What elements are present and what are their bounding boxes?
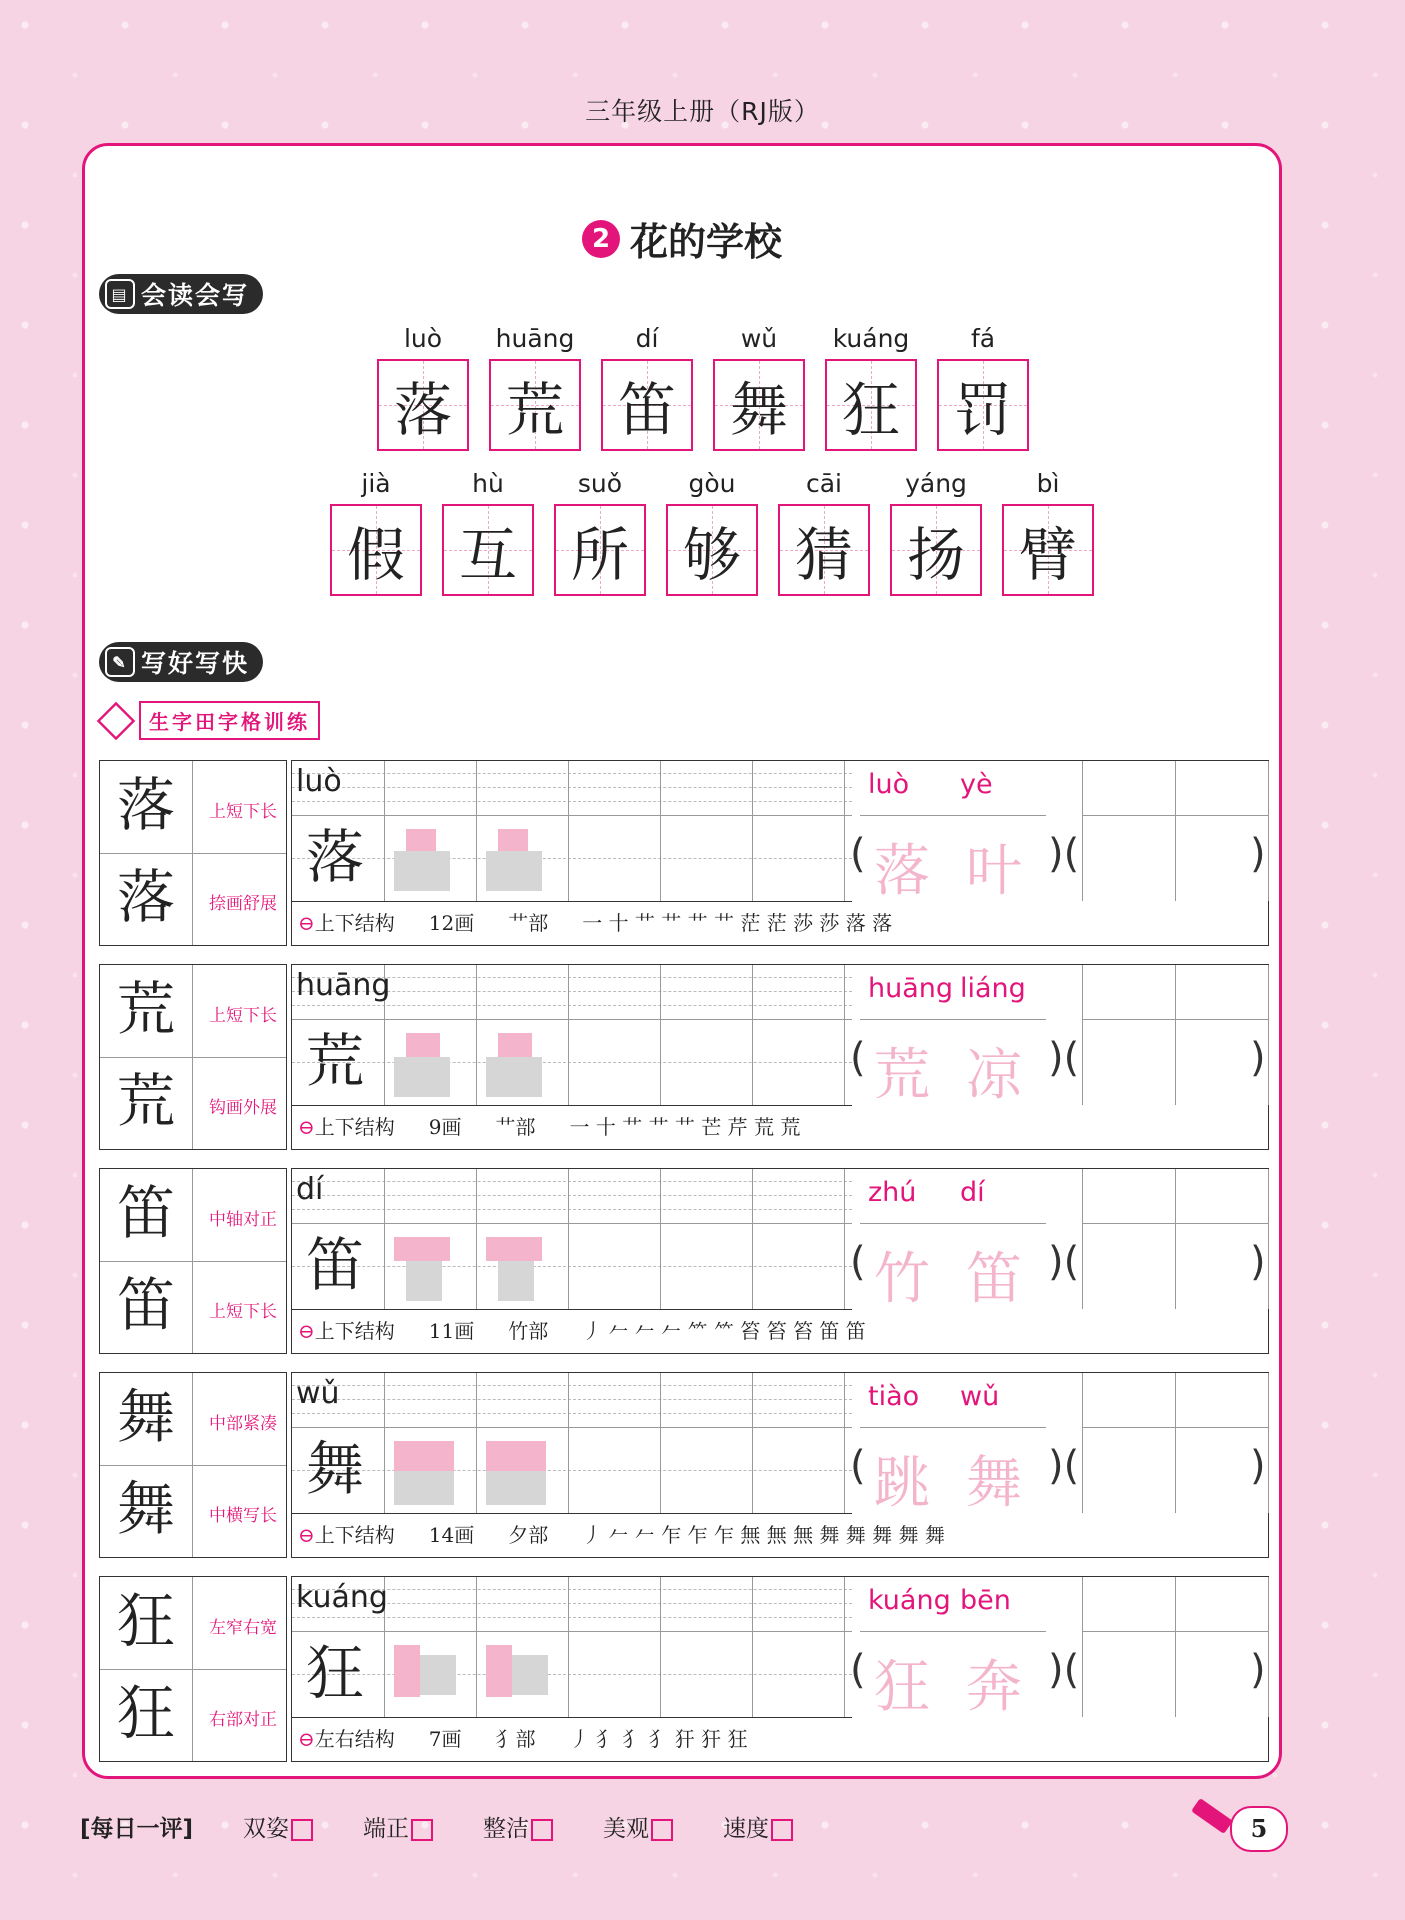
tip-char: 落 [116,771,175,839]
char-meta: ⊖左右结构 7画 犭部 丿 犭 犭 犭 犴 犴 狂 [298,1723,748,1752]
char-pinyin: luò [296,764,342,799]
tian-grid [666,504,758,596]
stroke-hint [394,1237,450,1261]
tian-grid [554,504,646,596]
char-meta: ⊖上下结构 12画 艹部 一 十 艹 艹 艹 艹 茫 茫 莎 莎 落 落 [298,907,892,936]
grid-cell[interactable] [752,761,845,901]
practice-block [99,1372,1269,1560]
stroke-hint [512,1655,548,1695]
paren-open: ( [850,1239,866,1285]
grid-cell[interactable] [568,1577,661,1717]
tip-char: 荒 [116,975,175,1043]
checkbox[interactable] [411,1819,433,1841]
stroke-order: 丿 犭 犭 犭 犴 犴 狂 [569,1727,748,1751]
stroke-hint [394,851,450,891]
model-char: 荒 [306,1027,365,1095]
read-char [937,323,1029,451]
read-char [442,468,534,596]
word-char: 凉 [966,1043,1022,1108]
read-char [489,323,581,451]
writing-tip: 中横写长 [209,1506,277,1526]
paren-open: ( [850,1647,866,1693]
word-pinyin: wǔ [960,1381,1000,1412]
blank-word-box[interactable] [1082,761,1269,901]
book-icon: ▤ [105,279,135,309]
tip-char: 狂 [116,1679,175,1747]
word-pinyin: dí [960,1177,985,1208]
char-tip-box [99,760,287,946]
pencil-icon [1191,1798,1233,1834]
practice-block [99,964,1269,1152]
word-char: 落 [874,839,930,904]
tian-grid [442,504,534,596]
word-pinyin: liáng [960,973,1026,1004]
stroke-hint [486,1645,512,1697]
grid-cell[interactable] [568,761,661,901]
paren-close: )( [1048,1239,1080,1285]
grid-cell[interactable] [568,1373,661,1513]
char-glyph: 笛 [617,376,676,444]
char-pinyin: huāng [296,968,391,1003]
char-pinyin: kuáng [296,1580,388,1615]
practice-block [99,1576,1269,1764]
writing-tip: 上短下长 [209,1006,277,1026]
review-item[interactable]: 端正 [363,1810,433,1843]
paren-close: )( [1048,1647,1080,1693]
word-char: 叶 [966,839,1022,904]
tian-grid [713,359,805,451]
writing-tip: 上短下长 [209,802,277,822]
read-char [713,323,805,451]
tian-grid [825,359,917,451]
paren-close-2: ) [1250,1443,1266,1489]
stroke-hint [394,1645,420,1697]
grid-cell[interactable] [660,761,753,901]
read-char [601,323,693,451]
word-char: 跳 [874,1451,930,1516]
writing-tip: 中轴对正 [209,1210,277,1230]
practice-grid [291,1576,1269,1762]
char-glyph: 所 [570,521,629,589]
word-pinyin: luò [868,769,910,800]
stroke-order: 一 十 艹 艹 艹 艹 茫 茫 莎 莎 落 落 [582,911,893,935]
practice-grid [291,760,1269,946]
word-char: 奔 [966,1655,1022,1720]
word-pinyin: bēn [960,1585,1011,1616]
word-box[interactable] [860,1169,1046,1312]
practice-grid [291,1168,1269,1354]
stroke-hint [498,1033,532,1057]
char-pinyin: yáng [905,469,967,498]
page-number: 5 [1230,1806,1288,1852]
tip-char: 笛 [116,1271,175,1339]
paren-open: ( [850,1443,866,1489]
checkbox[interactable] [291,1819,313,1841]
char-glyph: 扬 [906,521,965,589]
blank-word-box[interactable] [1082,1169,1269,1309]
read-char [1002,468,1094,596]
model-char: 笛 [306,1231,365,1299]
tip-char: 狂 [116,1587,175,1655]
read-char [330,468,422,596]
word-char: 笛 [966,1247,1022,1312]
char-tip-box [99,964,287,1150]
checkbox[interactable] [771,1819,793,1841]
paren-close: )( [1048,831,1080,877]
char-pinyin: hù [472,469,504,498]
char-meta: ⊖上下结构 9画 艹部 一 十 艹 艹 艹 芒 芹 荒 荒 [298,1111,800,1140]
word-char: 狂 [874,1655,930,1720]
writing-tip: 上短下长 [209,1302,277,1322]
stroke-hint [486,1441,546,1471]
read-char [825,323,917,451]
grid-cell[interactable] [568,965,661,1105]
review-item[interactable]: 速度 [723,1810,793,1843]
char-pinyin: huāng [495,324,575,353]
grid-cell[interactable] [660,1373,753,1513]
grid-cell[interactable] [752,965,845,1105]
writing-tip: 钩画外展 [209,1098,277,1118]
tian-grid [377,359,469,451]
read-row-1 [377,323,1029,451]
grid-cell[interactable] [568,1169,661,1309]
word-pinyin: huāng [868,973,954,1004]
practice-block [99,1168,1269,1356]
grid-cell[interactable] [660,965,753,1105]
char-tip-box [99,1168,287,1354]
tian-grid [1002,504,1094,596]
char-tip-box [99,1576,287,1762]
review-item[interactable]: 双姿 [243,1810,313,1843]
char-pinyin: gòu [688,469,736,498]
paren-open: ( [850,831,866,877]
review-label: [每日一评] [80,1816,194,1842]
char-pinyin: bì [1036,469,1060,498]
blank-word-box[interactable] [1082,1373,1269,1513]
char-glyph: 罚 [953,376,1012,444]
tian-grid [937,359,1029,451]
stroke-hint [420,1655,456,1695]
review-item[interactable]: 整洁 [483,1810,553,1843]
char-glyph: 猜 [794,521,853,589]
section-read-write: ▤ 会读会写 [99,274,263,314]
tip-char: 荒 [116,1067,175,1135]
practice-grid [291,1372,1269,1558]
word-char: 荒 [874,1043,930,1108]
tian-grid [489,359,581,451]
stroke-order: 丿 𠂉 𠂉 𠂉 ⺮ ⺮ 笞 笞 笞 笛 笛 [582,1319,866,1343]
lesson-name: 花的学校 [629,219,782,264]
char-pinyin: suǒ [577,469,623,498]
word-box[interactable] [860,1577,1046,1720]
read-char [666,468,758,596]
char-pinyin: kuáng [832,324,910,353]
char-glyph: 够 [682,521,741,589]
stroke-hint [394,1057,450,1097]
char-pinyin: luò [403,324,443,353]
tip-char: 笛 [116,1179,175,1247]
tip-char: 舞 [116,1383,175,1451]
char-pinyin: jià [361,469,391,498]
char-glyph: 落 [393,376,452,444]
model-char: 舞 [306,1435,365,1503]
paren-close: )( [1048,1035,1080,1081]
writing-tip: 右部对正 [209,1710,277,1730]
char-pinyin: dí [635,324,659,353]
grid-cell[interactable] [752,1169,845,1309]
char-pinyin: cāi [805,469,842,498]
tian-grid [330,504,422,596]
writing-tip: 左窄右宽 [209,1618,277,1638]
char-glyph: 舞 [729,376,788,444]
word-char: 竹 [874,1247,930,1312]
stroke-hint [406,1261,442,1301]
grid-cell[interactable] [752,1373,845,1513]
stroke-order: 一 十 艹 艹 艹 芒 芹 荒 荒 [569,1115,801,1139]
paren-close-2: ) [1250,1647,1266,1693]
word-pinyin: zhú [868,1177,917,1208]
read-char [554,468,646,596]
word-box[interactable] [860,761,1046,904]
word-box[interactable] [860,1373,1046,1516]
char-glyph: 荒 [505,376,564,444]
grid-cell[interactable] [660,1577,753,1717]
review-item[interactable]: 美观 [603,1810,673,1843]
read-char [778,468,870,596]
grid-cell[interactable] [752,1577,845,1717]
char-glyph: 臂 [1018,521,1077,589]
writing-tip: 中部紧凑 [209,1414,277,1434]
char-meta: ⊖上下结构 14画 夕部 丿 𠂉 𠂉 乍 乍 乍 無 無 無 舞 舞 舞 舞 舞 [298,1519,945,1548]
word-char: 舞 [966,1451,1022,1516]
tip-char: 落 [116,863,175,931]
paren-close-2: ) [1250,1239,1266,1285]
char-pinyin: dí [296,1172,324,1207]
daily-review [80,1810,793,1843]
char-meta: ⊖上下结构 11画 竹部 丿 𠂉 𠂉 𠂉 ⺮ ⺮ 笞 笞 笞 笛 笛 [298,1315,866,1344]
stroke-hint [498,1261,534,1301]
stroke-hint [406,1033,440,1057]
word-pinyin: kuáng [868,1585,951,1616]
model-char: 落 [306,823,365,891]
paren-close-2: ) [1250,1035,1266,1081]
char-pinyin: fá [970,324,996,353]
word-pinyin: yè [960,769,993,800]
word-box[interactable] [860,965,1046,1108]
word-pinyin: tiào [868,1381,920,1412]
section-write-well: ✎ 写好写快 [99,642,263,682]
stroke-hint [498,829,528,851]
pencil-icon: ✎ [105,647,135,677]
lesson-title [85,211,1279,266]
stroke-hint [486,1471,546,1505]
model-char: 狂 [306,1639,365,1707]
paren-close-2: ) [1250,831,1266,877]
stroke-hint [486,851,542,891]
grid-training-tag: 生字田字格训练 [99,701,320,740]
char-glyph: 互 [458,521,517,589]
stroke-hint [394,1471,454,1505]
checkbox[interactable] [531,1819,553,1841]
blank-word-box[interactable] [1082,965,1269,1105]
read-row-2 [330,468,1094,596]
char-tip-box [99,1372,287,1558]
content-panel [82,143,1282,1779]
tian-grid [778,504,870,596]
stroke-order: 丿 𠂉 𠂉 乍 乍 乍 無 無 無 舞 舞 舞 舞 舞 [582,1523,945,1547]
stroke-hint [486,1237,542,1261]
page-header: 三年级上册（RJ版） [585,97,820,126]
blank-word-box[interactable] [1082,1577,1269,1717]
grid-cell[interactable] [660,1169,753,1309]
tian-grid [890,504,982,596]
stroke-hint [394,1441,454,1471]
checkbox[interactable] [651,1819,673,1841]
stroke-hint [486,1057,542,1097]
tian-grid [601,359,693,451]
read-char [890,468,982,596]
paren-open: ( [850,1035,866,1081]
stroke-hint [406,829,436,851]
lesson-number: 2 [582,220,620,258]
knot-icon [97,701,135,739]
char-glyph: 假 [346,521,405,589]
practice-block [99,760,1269,948]
char-pinyin: wǔ [740,324,778,353]
read-char [377,323,469,451]
practice-grid [291,964,1269,1150]
char-pinyin: wǔ [296,1376,340,1411]
writing-tip: 捺画舒展 [209,894,277,914]
tip-char: 舞 [116,1475,175,1543]
paren-close: )( [1048,1443,1080,1489]
char-glyph: 狂 [841,376,900,444]
